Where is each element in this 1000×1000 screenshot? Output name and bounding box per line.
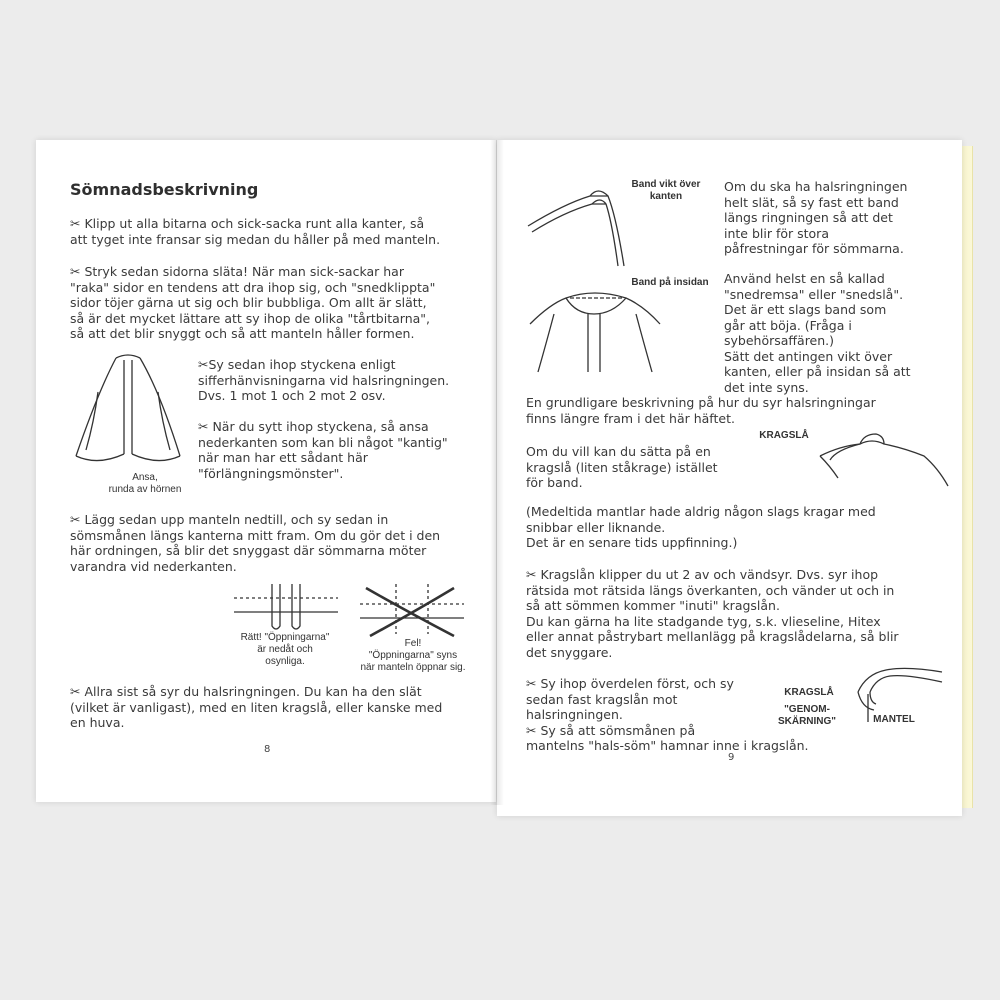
paragraph-sew-pieces: ✂Sy sedan ihop styckena enligt sifferhänvisningarna vid halsringningen. Dvs. 1 mot 1 och 2 mot 2 osv. — [198, 357, 450, 403]
paragraph-neckline: ✂ Allra sist så syr du halsringningen. Du kan ha den slät (vilket är vanligast), med en liten kragslå, eller kanske med en huva. — [70, 684, 443, 730]
paragraph-more-info: En grundligare beskrivning på hur du syr halsringningar finns längre fram i det här häftet. — [526, 395, 876, 426]
paragraph-bias-tape: Använd helst en så kallad "snedremsa" eller "snedslå". Det är ett slags band som går att böja. (Fråga i sybehörsaffären.) Sätt det antingen vikt över kanten, eller på insidan så att det inte syns. — [724, 271, 911, 395]
paragraph-sew-collar: ✂ Sy ihop överdelen först, och sy sedan fast kragslån mot halsringningen. ✂ Sy så att sömsmånen på mantelns "hals-söm" hamnar inne i kragslån. — [526, 676, 809, 753]
wrong-seam-illustration — [358, 582, 466, 638]
page-title: Sömnadsbeskrivning — [70, 180, 259, 199]
paragraph-band: Om du ska ha halsringningen helt slät, så sy fast ett band längs ringningen så att det inte blir för stora påfrestningar för sömmarna. — [724, 179, 908, 256]
band-inside-label: Band på insidan — [631, 277, 709, 288]
paragraph-cut-collar: ✂ Kragslån klipper du ut 2 av och vändsyr. Dvs. syr ihop rätsida mot rätsida längs överkanten, och vänder ut och in så att sömmen kommer "inuti" kragslån. Du kan gärna ha lite stadgande tyg, s.k. vlieseline, Hitex eller annat påstrybart mellanlägg på kragslådelarna, så blir det snyggare. — [526, 567, 899, 660]
paragraph-trim-hem: ✂ När du sytt ihop styckena, så ansa nederkanten som kan bli något "kantig" när man har ett sådant här "förlängningsmönster". — [198, 419, 448, 481]
band-inside-illustration — [528, 284, 662, 374]
mantle-label: MANTEL — [873, 714, 915, 725]
wrong-label: Fel! "Öppningarna" syns när manteln öppnar sig. — [360, 638, 466, 673]
band-folded-illustration — [524, 182, 628, 268]
collar-label: KRAGSLÅ — [759, 430, 809, 441]
correct-seam-illustration — [232, 582, 340, 634]
paragraph-cut: ✂ Klipp ut alla bitarna och sick-sacka runt alla kanter, så att tyget inte fransar sig medan du håller på med manteln. — [70, 216, 441, 247]
paragraph-iron: ✂ Stryk sedan sidorna släta! När man sick-sackar har "raka" sidor en tendens att dra ihop sig, och "snedklippta" sidor töjer gärna ut sig och blir bubbliga. Om allt är slätt, så är det mycket lättare att sy ihop de olika "tårtbitarna", så att det blir snyggt och så att manteln håller formen. — [70, 264, 436, 341]
paragraph-collar: Om du vill kan du sätta på en kragslå (liten ståkrage) istället för band. — [526, 444, 718, 490]
collar-label-2: KRAGSLÅ — [784, 687, 834, 698]
correct-label: Rätt! "Öppningarna" är nedåt och osynliga. — [240, 632, 330, 667]
intersection-label: "GENOM- SKÄRNING" — [777, 704, 837, 727]
cape-label: Ansa, runda av hörnen — [108, 472, 182, 495]
page-number-left: 8 — [264, 744, 271, 755]
page-number-right: 9 — [728, 752, 735, 763]
gutter-shadow — [490, 140, 504, 805]
cape-illustration — [68, 352, 188, 470]
paragraph-medieval: (Medeltida mantlar hade aldrig någon slags kragar med snibbar eller liknande. Det är en senare tids uppfinning.) — [526, 504, 876, 550]
collar-illustration — [810, 428, 950, 488]
paragraph-hem: ✂ Lägg sedan upp manteln nedtill, och sy sedan in sömsmånen längs kanterna mitt fram. Om du gör det i den här ordningen, så blir det snyggast där sömmarna möter varandra vid nederkanten. — [70, 512, 441, 574]
band-fold-label: Band vikt över kanten — [631, 179, 701, 202]
